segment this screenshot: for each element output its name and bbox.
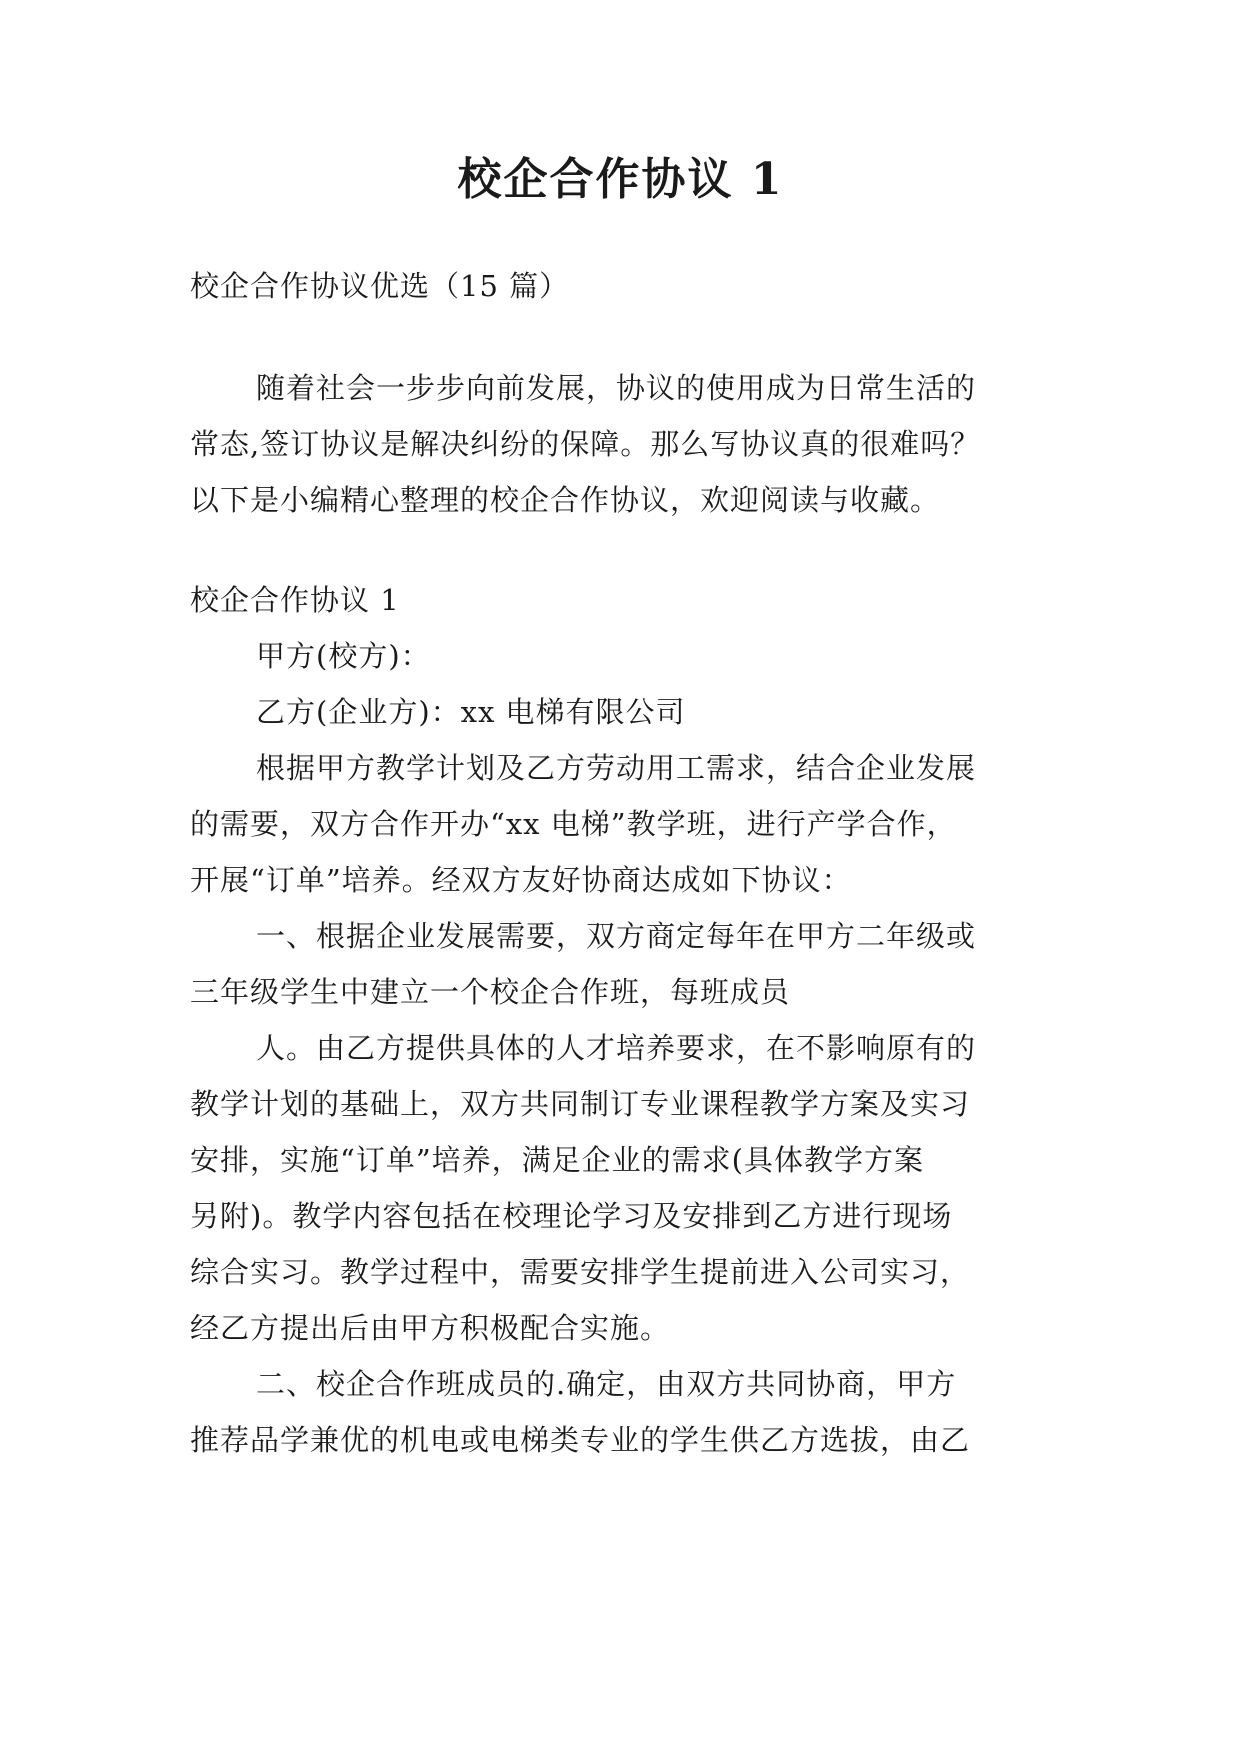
party-b-line: 乙方(企业方)：xx 电梯有限公司 [256, 695, 686, 729]
party-a-line: 甲方(校方)： [256, 639, 431, 673]
body-line: 一、根据企业发展需要，双方商定每年在甲方二年级或 [256, 919, 977, 953]
body-line: 二、校企合作班成员的.确定，由双方共同协商，甲方 [256, 1367, 957, 1401]
intro-line-3: 以下是小编精心整理的校企合作协议，欢迎阅读与收藏。 [190, 483, 941, 517]
body-line: 根据甲方教学计划及乙方劳动用工需求，结合企业发展 [256, 751, 977, 785]
body-line: 的需要，双方合作开办“xx 电梯”教学班，进行产学合作， [190, 807, 957, 841]
body-line: 安排，实施“订单”培养，满足企业的需求(具体教学方案 [190, 1143, 924, 1177]
document-title: 校企合作协议 1 [457, 154, 784, 205]
body-line: 人。由乙方提供具体的人才培养要求，在不影响原有的 [256, 1031, 977, 1065]
section-heading: 校企合作协议 1 [190, 583, 400, 617]
intro-line-1: 随着社会一步步向前发展，协议的使用成为日常生活的 [256, 371, 977, 405]
document-subtitle: 校企合作协议优选（15 篇） [190, 269, 570, 303]
body-line: 推荐品学兼优的机电或电梯类专业的学生供乙方选拔，由乙 [190, 1423, 971, 1457]
body-line: 综合实习。教学过程中，需要安排学生提前进入公司实习， [190, 1255, 971, 1289]
intro-line-2: 常态,签订协议是解决纠纷的保障。那么写协议真的很难吗？ [190, 427, 981, 461]
body-line: 另附)。教学内容包括在校理论学习及安排到乙方进行现场 [190, 1199, 953, 1233]
body-line: 开展“订单”培养。经双方友好协商达成如下协议： [190, 863, 852, 897]
body-line: 教学计划的基础上，双方共同制订专业课程教学方案及实习 [190, 1087, 971, 1121]
body-line: 三年级学生中建立一个校企合作班，每班成员 [190, 975, 791, 1009]
body-line: 经乙方提出后由甲方积极配合实施。 [190, 1311, 671, 1345]
